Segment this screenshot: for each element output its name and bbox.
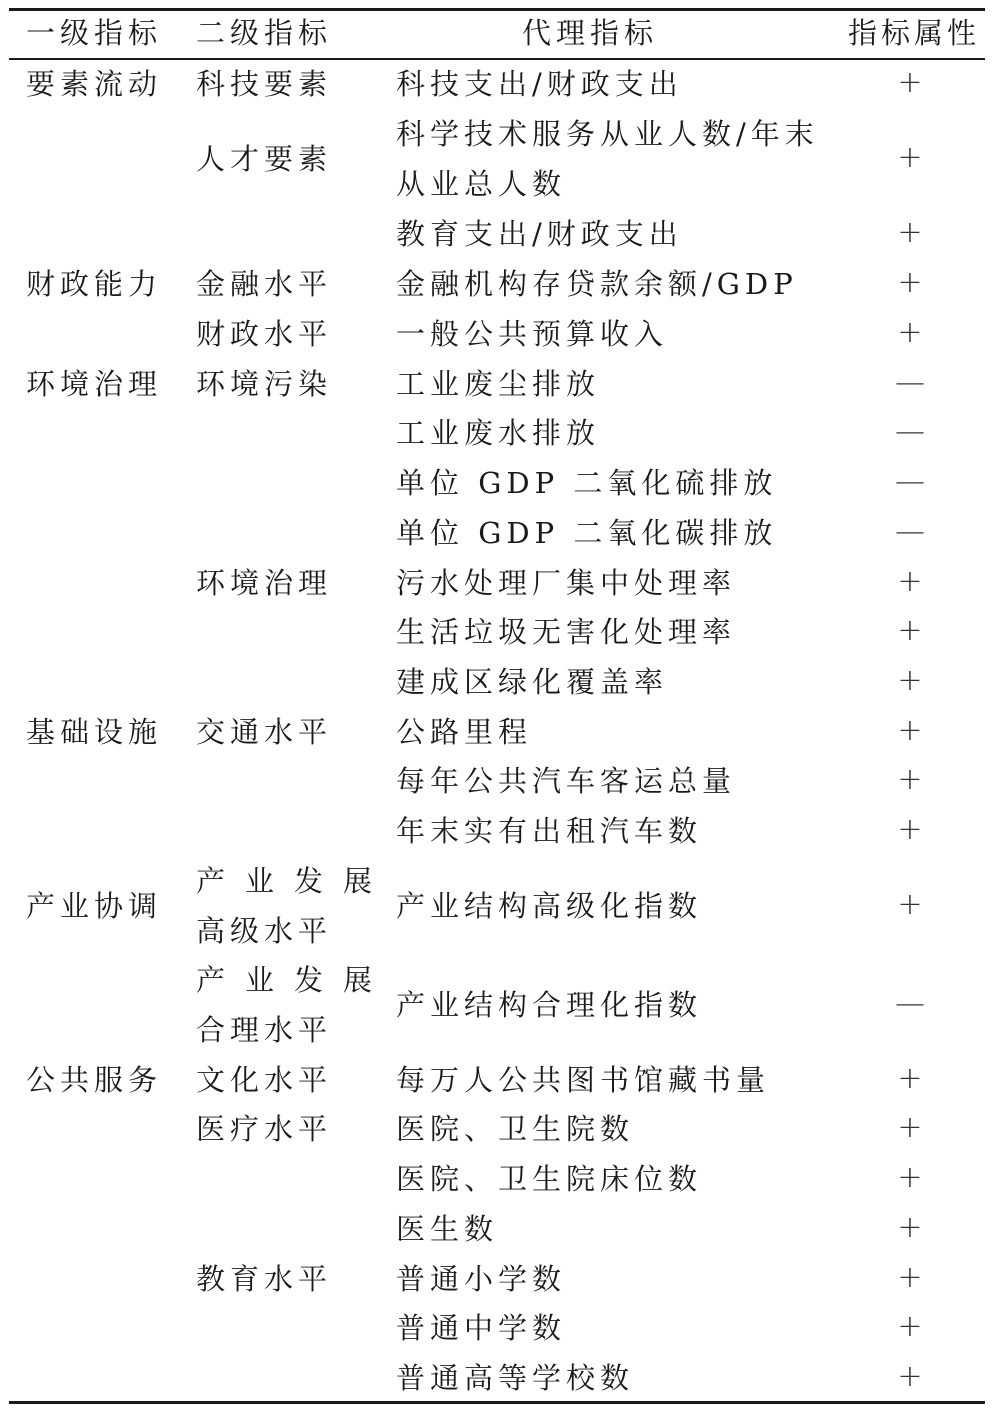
attribute-sign: —: [895, 414, 925, 449]
level2-talent: 人才要素: [196, 142, 333, 176]
proxy-indicator: 医院、卫生院数: [396, 1112, 635, 1146]
attribute-sign: —: [895, 365, 925, 400]
proxy-indicator: 教育支出/财政支出: [396, 217, 683, 251]
proxy-indicator: 科学技术服务从业人数/年末: [396, 117, 819, 151]
level2-fiscal: 财政水平: [196, 317, 333, 351]
attribute-sign: +: [897, 1160, 923, 1195]
proxy-indicator: 建成区绿化覆盖率: [396, 665, 669, 699]
attribute-sign: +: [897, 887, 923, 922]
level1-industry-coordination: 产业协调: [26, 889, 163, 923]
proxy-indicator: 每万人公共图书馆藏书量: [396, 1063, 771, 1097]
level2-industry-rational-line1: 产业发展: [196, 963, 393, 997]
attribute-sign: +: [897, 265, 923, 300]
level1-fiscal-capacity: 财政能力: [26, 267, 163, 301]
proxy-indicator: 普通高等学校数: [396, 1361, 635, 1395]
proxy-indicator: 一般公共预算收入: [396, 317, 669, 351]
proxy-indicator: 金融机构存贷款余额/GDP: [396, 267, 798, 301]
proxy-indicator: 生活垃圾无害化处理率: [396, 615, 737, 649]
proxy-indicator: 产业结构合理化指数: [396, 988, 703, 1022]
proxy-indicator: 从业总人数: [396, 167, 567, 201]
proxy-indicator: 年末实有出租汽车数: [396, 814, 703, 848]
level1-environment-governance: 环境治理: [26, 367, 163, 401]
attribute-sign: +: [897, 663, 923, 698]
proxy-indicator: 污水处理厂集中处理率: [396, 566, 737, 600]
proxy-indicator: 公路里程: [396, 715, 533, 749]
attribute-sign: +: [897, 812, 923, 847]
proxy-indicator: 工业废水排放: [396, 416, 601, 450]
level2-pollution: 环境污染: [196, 367, 333, 401]
level1-factor-flow: 要素流动: [26, 67, 163, 101]
level2-transport: 交通水平: [196, 715, 333, 749]
attribute-sign: —: [895, 514, 925, 549]
attribute-sign: +: [897, 1260, 923, 1295]
level2-industry-rational-line2: 合理水平: [196, 1013, 333, 1047]
proxy-indicator: 工业废尘排放: [396, 367, 601, 401]
attribute-sign: +: [897, 564, 923, 599]
header-proxy: 代理指标: [522, 16, 659, 50]
proxy-indicator: 每年公共汽车客运总量: [396, 764, 737, 798]
attribute-sign: +: [897, 315, 923, 350]
proxy-indicator: 普通中学数: [396, 1311, 567, 1345]
level2-medical: 医疗水平: [196, 1112, 333, 1146]
level2-industry-advanced-line1: 产业发展: [196, 864, 393, 898]
level2-industry-advanced-line2: 高级水平: [196, 914, 333, 948]
attribute-sign: +: [897, 215, 923, 250]
proxy-indicator: 普通小学数: [396, 1262, 567, 1296]
table-header-rule: [9, 58, 985, 60]
table-top-rule: [9, 8, 985, 11]
level2-tech: 科技要素: [196, 67, 333, 101]
header-level2: 二级指标: [196, 16, 333, 50]
attribute-sign: +: [897, 1110, 923, 1145]
level1-public-service: 公共服务: [26, 1063, 163, 1097]
attribute-sign: —: [895, 986, 925, 1021]
attribute-sign: +: [897, 1210, 923, 1245]
level2-finance: 金融水平: [196, 267, 333, 301]
proxy-indicator: 单位 GDP 二氧化碳排放: [396, 516, 778, 550]
proxy-indicator: 单位 GDP 二氧化硫排放: [396, 466, 778, 500]
level2-education: 教育水平: [196, 1262, 333, 1296]
attribute-sign: +: [897, 762, 923, 797]
level2-governance: 环境治理: [196, 566, 333, 600]
attribute-sign: +: [897, 140, 923, 175]
level1-infrastructure: 基础设施: [26, 715, 163, 749]
attribute-sign: —: [895, 464, 925, 499]
attribute-sign: +: [897, 1359, 923, 1394]
level2-culture: 文化水平: [196, 1063, 333, 1097]
header-attribute: 指标属性: [848, 16, 981, 50]
proxy-indicator: 科技支出/财政支出: [396, 67, 683, 101]
attribute-sign: +: [897, 713, 923, 748]
attribute-sign: +: [897, 65, 923, 100]
proxy-indicator: 医生数: [396, 1212, 499, 1246]
attribute-sign: +: [897, 613, 923, 648]
proxy-indicator: 医院、卫生院床位数: [396, 1162, 703, 1196]
table-bottom-rule: [9, 1401, 985, 1404]
header-level1: 一级指标: [26, 16, 163, 50]
attribute-sign: +: [897, 1061, 923, 1096]
attribute-sign: +: [897, 1309, 923, 1344]
proxy-indicator: 产业结构高级化指数: [396, 889, 703, 923]
